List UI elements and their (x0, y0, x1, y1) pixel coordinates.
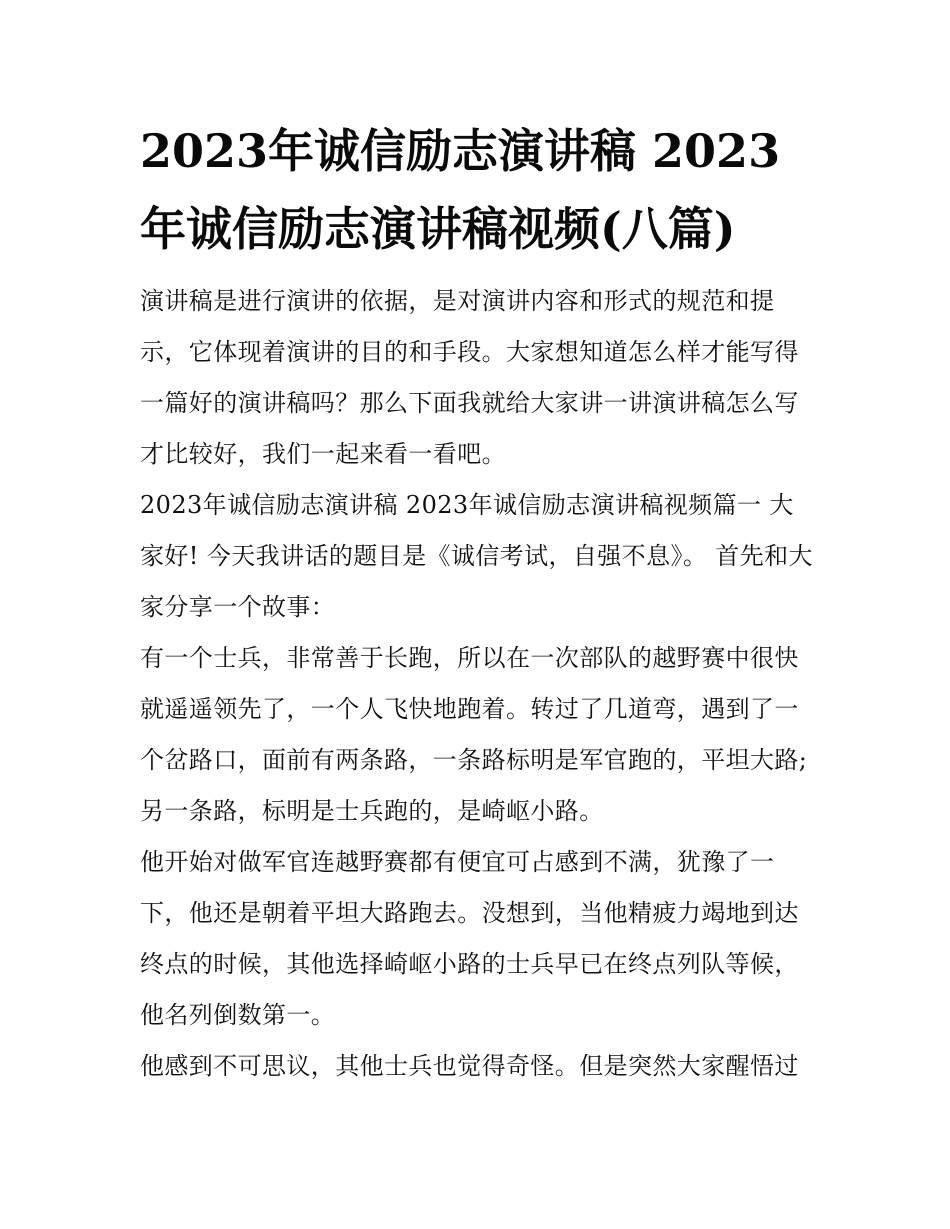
paragraph-story-start: 有一个士兵，非常善于长跑，所以在一次部队的越野赛中很快就遥遥领先了，一个人飞快地跑着。转过了几道弯，遇到了一个岔路口，面前有两条路，一条路标明是军官跑的，平坦大路;另一条路，标明是士兵跑的，是崎岖小路。 (140, 644, 808, 825)
paragraph-story-middle: 他开始对做军官连越野赛都有便宜可占感到不满，犹豫了一下，他还是朝着平坦大路跑去。没想到，当他精疲力竭地到达终点的时候，其他选择崎岖小路的士兵早已在终点列队等候，他名列倒数第一。 (140, 848, 799, 1029)
document-title: 2023年诚信励志演讲稿 2023年诚信励志演讲稿视频(八篇) (140, 124, 781, 256)
paragraph-intro: 演讲稿是进行演讲的依据，是对演讲内容和形式的规范和提示，它体现着演讲的目的和手段。大家想知道怎么样才能写得一篇好的演讲稿吗？那么下面我就给大家讲一讲演讲稿怎么写才比较好，我们一起来看一看吧。 (140, 287, 799, 468)
paragraph-opening: 2023年诚信励志演讲稿 2023年诚信励志演讲稿视频篇一 大家好! 今天我讲话的题目是《诚信考试，自强不息》。 首先和大家分享一个故事： (140, 491, 813, 621)
paragraph-story-end: 他感到不可思议，其他士兵也觉得奇怪。但是突然大家醒悟过 (140, 1052, 799, 1080)
document-body (140, 276, 816, 1092)
